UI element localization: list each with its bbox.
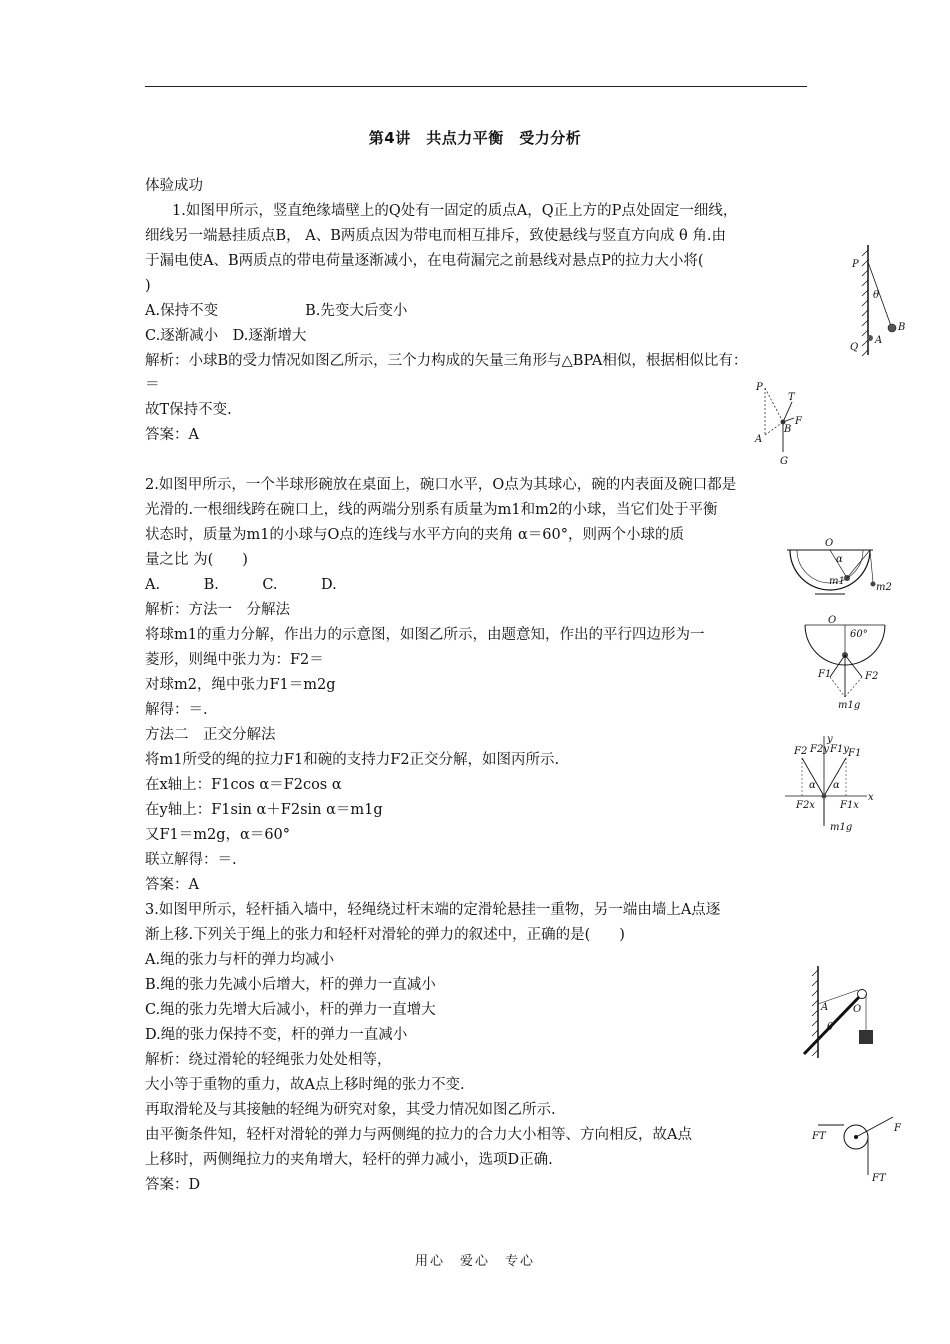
- label-F2x: F2x: [796, 800, 815, 811]
- text-line: 答案：D: [145, 1177, 201, 1193]
- label-m1g: m1g: [830, 822, 853, 833]
- text-line: 由平衡条件知，轻杆对滑轮的弹力与两侧绳的拉力的合力大小相等、方向相反，故A点: [145, 1127, 692, 1143]
- text-line: ＝: [145, 377, 160, 393]
- text-line: C.绳的张力先增大后减小，杆的弹力一直增大: [145, 1002, 436, 1018]
- label-O: O: [828, 615, 837, 626]
- figure-bowl: [785, 540, 895, 610]
- text-line: A.绳的张力与杆的弹力均减小: [145, 952, 335, 968]
- text-line: 上移时，两侧绳拉力的夹角增大，轻杆的弹力减小，选项D正确.: [145, 1152, 553, 1168]
- label-m1g: m1g: [838, 700, 861, 711]
- label-O: O: [853, 1004, 862, 1015]
- label-F2y: F2y: [810, 744, 829, 755]
- label-F1x: F1x: [840, 800, 859, 811]
- text-line: 将球m1的重力分解，作出力的示意图，如图乙所示，由题意知，作出的平行四边形为一: [145, 627, 705, 643]
- text-line: 解析：方法一 分解法: [145, 602, 290, 618]
- label-theta: θ: [827, 1022, 834, 1033]
- label-A: A: [875, 335, 883, 346]
- text-line: 解析：绕过滑轮的轻绳张力处处相等，: [145, 1052, 392, 1068]
- label-y: y: [827, 734, 833, 745]
- label-T: T: [788, 392, 795, 403]
- label-FT-left: FT: [812, 1131, 826, 1142]
- label-A: A: [821, 1002, 829, 1013]
- label-F2: F2: [865, 671, 879, 682]
- figure-pulley-forces: [808, 1105, 908, 1185]
- label-B: B: [784, 424, 792, 435]
- label-angle: 60°: [850, 629, 868, 640]
- label-x: x: [868, 792, 874, 803]
- text-line: 体验成功: [145, 178, 203, 194]
- label-F1y: F1y: [830, 744, 849, 755]
- label-F: F: [894, 1123, 901, 1134]
- text-line: 解得：＝.: [145, 702, 208, 718]
- figure-wall-charges: [840, 240, 910, 360]
- text-line: 答案：A: [145, 877, 199, 893]
- label-alpha-right: α: [833, 780, 840, 791]
- figure-rod-pulley: [800, 962, 880, 1062]
- text-line: 菱形，则绳中张力为：F2＝: [145, 652, 324, 668]
- page-title: 第4讲 共点力平衡 受力分析: [368, 129, 582, 147]
- footer: 用心 爱心 专心: [414, 1254, 535, 1269]
- label-m1: m1: [829, 576, 845, 587]
- figure-orthogonal-decomposition: [782, 732, 877, 832]
- text-line: 于漏电使A、B两质点的带电荷量逐渐减小，在电荷漏完之前悬线对悬点P的拉力大小将(: [145, 253, 704, 269]
- text-line: 在y轴上：F1sin α＋F2sin α＝m1g: [145, 802, 383, 818]
- text-line: 在x轴上：F1cos α＝F2cos α: [145, 777, 342, 793]
- figure-force-triangle: [750, 380, 820, 470]
- text-line: 细线另一端悬挂质点B， A、B两质点因为带电而相互排斥，致使悬线与竖直方向成 θ 角.由: [145, 228, 726, 244]
- label-alpha: α: [836, 554, 843, 565]
- text-line: 2.如图甲所示，一个半球形碗放在桌面上，碗口水平，O点为其球心，碗的内表面及碗口都是: [145, 477, 737, 493]
- label-O: O: [825, 538, 834, 549]
- text-line: 联立解得：＝.: [145, 852, 237, 868]
- text-line: 再取滑轮及与其接触的轻绳为研究对象，其受力情况如图乙所示.: [145, 1102, 556, 1118]
- text-line: 将m1所受的绳的拉力F1和碗的支持力F2正交分解，如图丙所示.: [145, 752, 560, 768]
- header-rule: [145, 86, 807, 87]
- text-line: 方法二 正交分解法: [145, 727, 276, 743]
- label-F: F: [795, 416, 802, 427]
- text-line: B.绳的张力先减小后增大，杆的弹力一直减小: [145, 977, 436, 993]
- label-G: G: [780, 456, 788, 467]
- label-FT-bottom: FT: [872, 1173, 886, 1184]
- text-line: A. B. C. D.: [145, 577, 337, 593]
- label-m2: m2: [876, 582, 892, 593]
- text-line: 答案：A: [145, 427, 199, 443]
- text-line: 对球m2，绳中张力F1＝m2g: [145, 677, 336, 693]
- text-line: C.逐渐减小 D.逐渐增大: [145, 328, 307, 344]
- text-line: 状态时，质量为m1的小球与O点的连线与水平方向的夹角 α＝60°，则两个小球的质: [145, 527, 684, 543]
- text-line: 光滑的.一根细线跨在碗口上，线的两端分别系有质量为m1和m2的小球，当它们处于平衡: [145, 502, 718, 518]
- text-line: ): [145, 278, 151, 294]
- text-line: 量之比 为( ): [145, 552, 248, 568]
- text-line: 大小等于重物的重力，故A点上移时绳的张力不变.: [145, 1077, 465, 1093]
- text-line: 渐上移.下列关于绳上的张力和轻杆对滑轮的弹力的叙述中，正确的是( ): [145, 927, 625, 943]
- text-line: 又F1＝m2g，α＝60°: [145, 827, 291, 843]
- label-F2: F2: [794, 746, 808, 757]
- text-line: A.保持不变 B.先变大后变小: [145, 303, 408, 319]
- figure-force-decomposition: [800, 615, 890, 710]
- label-Q: Q: [850, 342, 859, 353]
- label-F1: F1: [848, 748, 862, 759]
- label-B: B: [898, 322, 906, 333]
- text-line: 故T保持不变.: [145, 402, 232, 418]
- label-P: P: [852, 259, 859, 270]
- text-line: 1.如图甲所示，竖直绝缘墙壁上的Q处有一固定的质点A，Q正上方的P点处固定一细线，: [172, 203, 738, 219]
- label-alpha-left: α: [809, 780, 816, 791]
- label-theta: θ: [873, 290, 880, 301]
- text-line: D.绳的张力保持不变，杆的弹力一直减小: [145, 1027, 408, 1043]
- label-A: A: [755, 434, 763, 445]
- label-F1: F1: [818, 669, 832, 680]
- text-line: 解析：小球B的受力情况如图乙所示，三个力构成的矢量三角形与△BPA相似，根据相似比有：: [145, 353, 748, 369]
- label-P: P: [756, 382, 763, 393]
- text-line: 3.如图甲所示，轻杆插入墙中，轻绳绕过杆末端的定滑轮悬挂一重物，另一端由墙上A点逐: [145, 902, 721, 918]
